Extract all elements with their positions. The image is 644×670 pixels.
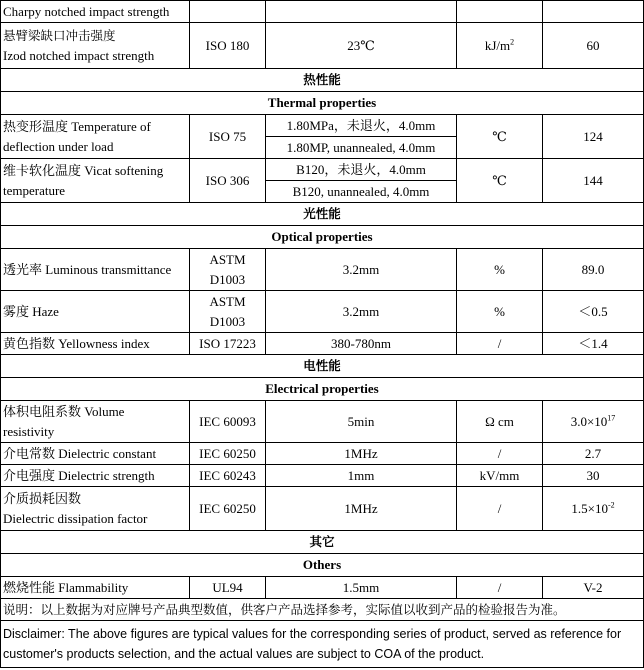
dielectric-strength-unit: kV/mm bbox=[457, 465, 543, 487]
volume-label bbox=[1, 401, 190, 443]
yellowness-unit: / bbox=[457, 333, 543, 355]
dielectric-constant-value: 2.7 bbox=[543, 443, 644, 465]
hdt-method: ISO 75 bbox=[190, 115, 266, 159]
thermal-title-en: Thermal properties bbox=[1, 92, 644, 115]
volume-method: IEC 60093 bbox=[190, 401, 266, 443]
note-row bbox=[1, 599, 644, 621]
electrical-title-en: Electrical properties bbox=[1, 378, 644, 401]
dielectric-strength-value: 30 bbox=[543, 465, 644, 487]
volume-label-line2: resistivity bbox=[3, 423, 55, 439]
volume-row bbox=[1, 401, 644, 443]
hdt-label bbox=[1, 115, 190, 159]
disclaimer: Disclaimer: The above figures are typical values for the corresponding series of product, served as reference for customer's products selection, and the actual values are subject to COA of the product. bbox=[1, 621, 644, 668]
dissipation-row bbox=[1, 487, 644, 531]
vicat-unit: ℃ bbox=[457, 159, 543, 203]
volume-value bbox=[543, 401, 644, 443]
electrical-title-en-row bbox=[1, 378, 644, 401]
luminous-row bbox=[1, 249, 644, 291]
dissipation-condition: 1MHz bbox=[266, 487, 457, 531]
charpy-row bbox=[1, 1, 644, 23]
flammability-label: 燃烧性能 Flammability bbox=[1, 577, 190, 599]
volume-value-base: 3.0×10 bbox=[570, 413, 608, 429]
note-zh: 说明：以上数据为对应牌号产品典型数值，供客户产品选择参考，实际值以收到产品的检验报告为准。 bbox=[1, 599, 644, 621]
yellowness-method: ISO 17223 bbox=[190, 333, 266, 355]
izod-method: ISO 180 bbox=[190, 23, 266, 69]
luminous-value: 89.0 bbox=[543, 249, 644, 291]
izod-value: 60 bbox=[543, 23, 644, 69]
optical-title-en-row bbox=[1, 226, 644, 249]
dissipation-label bbox=[1, 487, 190, 531]
luminous-method-line2: D1003 bbox=[209, 271, 246, 287]
hdt-condition-en: 1.80MP, unannealed, 4.0mm bbox=[286, 140, 436, 155]
haze-label: 雾度 Haze bbox=[1, 291, 190, 333]
yellowness-value: ＜1.4 bbox=[543, 333, 644, 355]
luminous-method bbox=[190, 249, 266, 291]
yellowness-row bbox=[1, 333, 644, 355]
flammability-row bbox=[1, 577, 644, 599]
hdt-unit: ℃ bbox=[457, 115, 543, 159]
yellowness-condition: 380-780nm bbox=[266, 333, 457, 355]
dielectric-constant-row bbox=[1, 443, 644, 465]
vicat-label-line2: temperature bbox=[3, 182, 66, 198]
dissipation-method: IEC 60250 bbox=[190, 487, 266, 531]
luminous-label: 透光率 Luminous transmittance bbox=[1, 249, 190, 291]
vicat-condition-en: B120, unannealed, 4.0mm bbox=[292, 184, 430, 199]
volume-value-exp: 17 bbox=[607, 413, 616, 423]
hdt-label-line2: deflection under load bbox=[3, 138, 114, 154]
haze-method bbox=[190, 291, 266, 333]
vicat-label bbox=[1, 159, 190, 203]
dissipation-label-line2: Dielectric dissipation factor bbox=[3, 510, 148, 526]
optical-title-zh-row bbox=[1, 203, 644, 226]
volume-label-line1: 体积电阻系数 Volume bbox=[3, 403, 125, 419]
hdt-condition-zh: 1.80MPa，未退火，4.0mm bbox=[266, 115, 456, 137]
haze-method-line1: ASTM bbox=[209, 293, 246, 309]
dissipation-value-base: 1.5×10 bbox=[571, 500, 608, 516]
disclaimer-row bbox=[1, 621, 644, 668]
dielectric-constant-unit: / bbox=[457, 443, 543, 465]
izod-unit bbox=[457, 23, 543, 69]
dissipation-value-exp: -2 bbox=[607, 500, 615, 510]
luminous-condition: 3.2mm bbox=[266, 249, 457, 291]
vicat-method: ISO 306 bbox=[190, 159, 266, 203]
dielectric-strength-method: IEC 60243 bbox=[190, 465, 266, 487]
hdt-value: 124 bbox=[543, 115, 644, 159]
others-title-en-row bbox=[1, 554, 644, 577]
izod-label bbox=[1, 23, 190, 69]
optical-title-en: Optical properties bbox=[1, 226, 644, 249]
electrical-title-zh: 电性能 bbox=[1, 355, 644, 378]
dissipation-unit: / bbox=[457, 487, 543, 531]
vicat-condition bbox=[266, 159, 457, 203]
dielectric-strength-label: 介电强度 Dielectric strength bbox=[1, 465, 190, 487]
luminous-unit: % bbox=[457, 249, 543, 291]
flammability-condition: 1.5mm bbox=[266, 577, 457, 599]
haze-unit: % bbox=[457, 291, 543, 333]
vicat-label-line1: 维卡软化温度 Vicat softening bbox=[3, 162, 164, 178]
thermal-title-en-row bbox=[1, 92, 644, 115]
vicat-value: 144 bbox=[543, 159, 644, 203]
dielectric-constant-method: IEC 60250 bbox=[190, 443, 266, 465]
others-title-zh-row bbox=[1, 531, 644, 554]
izod-condition: 23℃ bbox=[266, 23, 457, 69]
volume-condition: 5min bbox=[266, 401, 457, 443]
hdt-condition bbox=[266, 115, 457, 159]
dissipation-value bbox=[543, 487, 644, 531]
others-title-en: Others bbox=[1, 554, 644, 577]
others-title-zh: 其它 bbox=[1, 531, 644, 554]
luminous-method-line1: ASTM bbox=[209, 251, 246, 267]
haze-value: ＜0.5 bbox=[543, 291, 644, 333]
dissipation-label-line1: 介质损耗因数 bbox=[3, 490, 82, 506]
flammability-method: UL94 bbox=[190, 577, 266, 599]
vicat-condition-zh: B120，未退火，4.0mm bbox=[266, 159, 456, 181]
flammability-value: V-2 bbox=[543, 577, 644, 599]
volume-unit: Ω cm bbox=[457, 401, 543, 443]
flammability-unit: / bbox=[457, 577, 543, 599]
dielectric-strength-row bbox=[1, 465, 644, 487]
vicat-row bbox=[1, 159, 644, 203]
haze-row bbox=[1, 291, 644, 333]
hdt-row bbox=[1, 115, 644, 159]
haze-method-line2: D1003 bbox=[209, 313, 246, 329]
thermal-title-zh-row bbox=[1, 69, 644, 92]
electrical-title-zh-row bbox=[1, 355, 644, 378]
izod-unit-exp: 2 bbox=[510, 37, 515, 47]
dielectric-strength-condition: 1mm bbox=[266, 465, 457, 487]
izod-unit-base: kJ/m bbox=[484, 37, 511, 53]
charpy-label: Charpy notched impact strength bbox=[1, 1, 190, 23]
optical-title-zh: 光性能 bbox=[1, 203, 644, 226]
thermal-title-zh: 热性能 bbox=[1, 69, 644, 92]
hdt-label-line1: 热变形温度 Temperature of bbox=[3, 118, 151, 134]
izod-row bbox=[1, 23, 644, 69]
izod-label-en: Izod notched impact strength bbox=[3, 47, 155, 63]
haze-condition: 3.2mm bbox=[266, 291, 457, 333]
dielectric-constant-label: 介电常数 Dielectric constant bbox=[1, 443, 190, 465]
dielectric-constant-condition: 1MHz bbox=[266, 443, 457, 465]
yellowness-label: 黄色指数 Yellowness index bbox=[1, 333, 190, 355]
izod-label-zh: 悬臂梁缺口冲击强度 bbox=[3, 27, 116, 43]
